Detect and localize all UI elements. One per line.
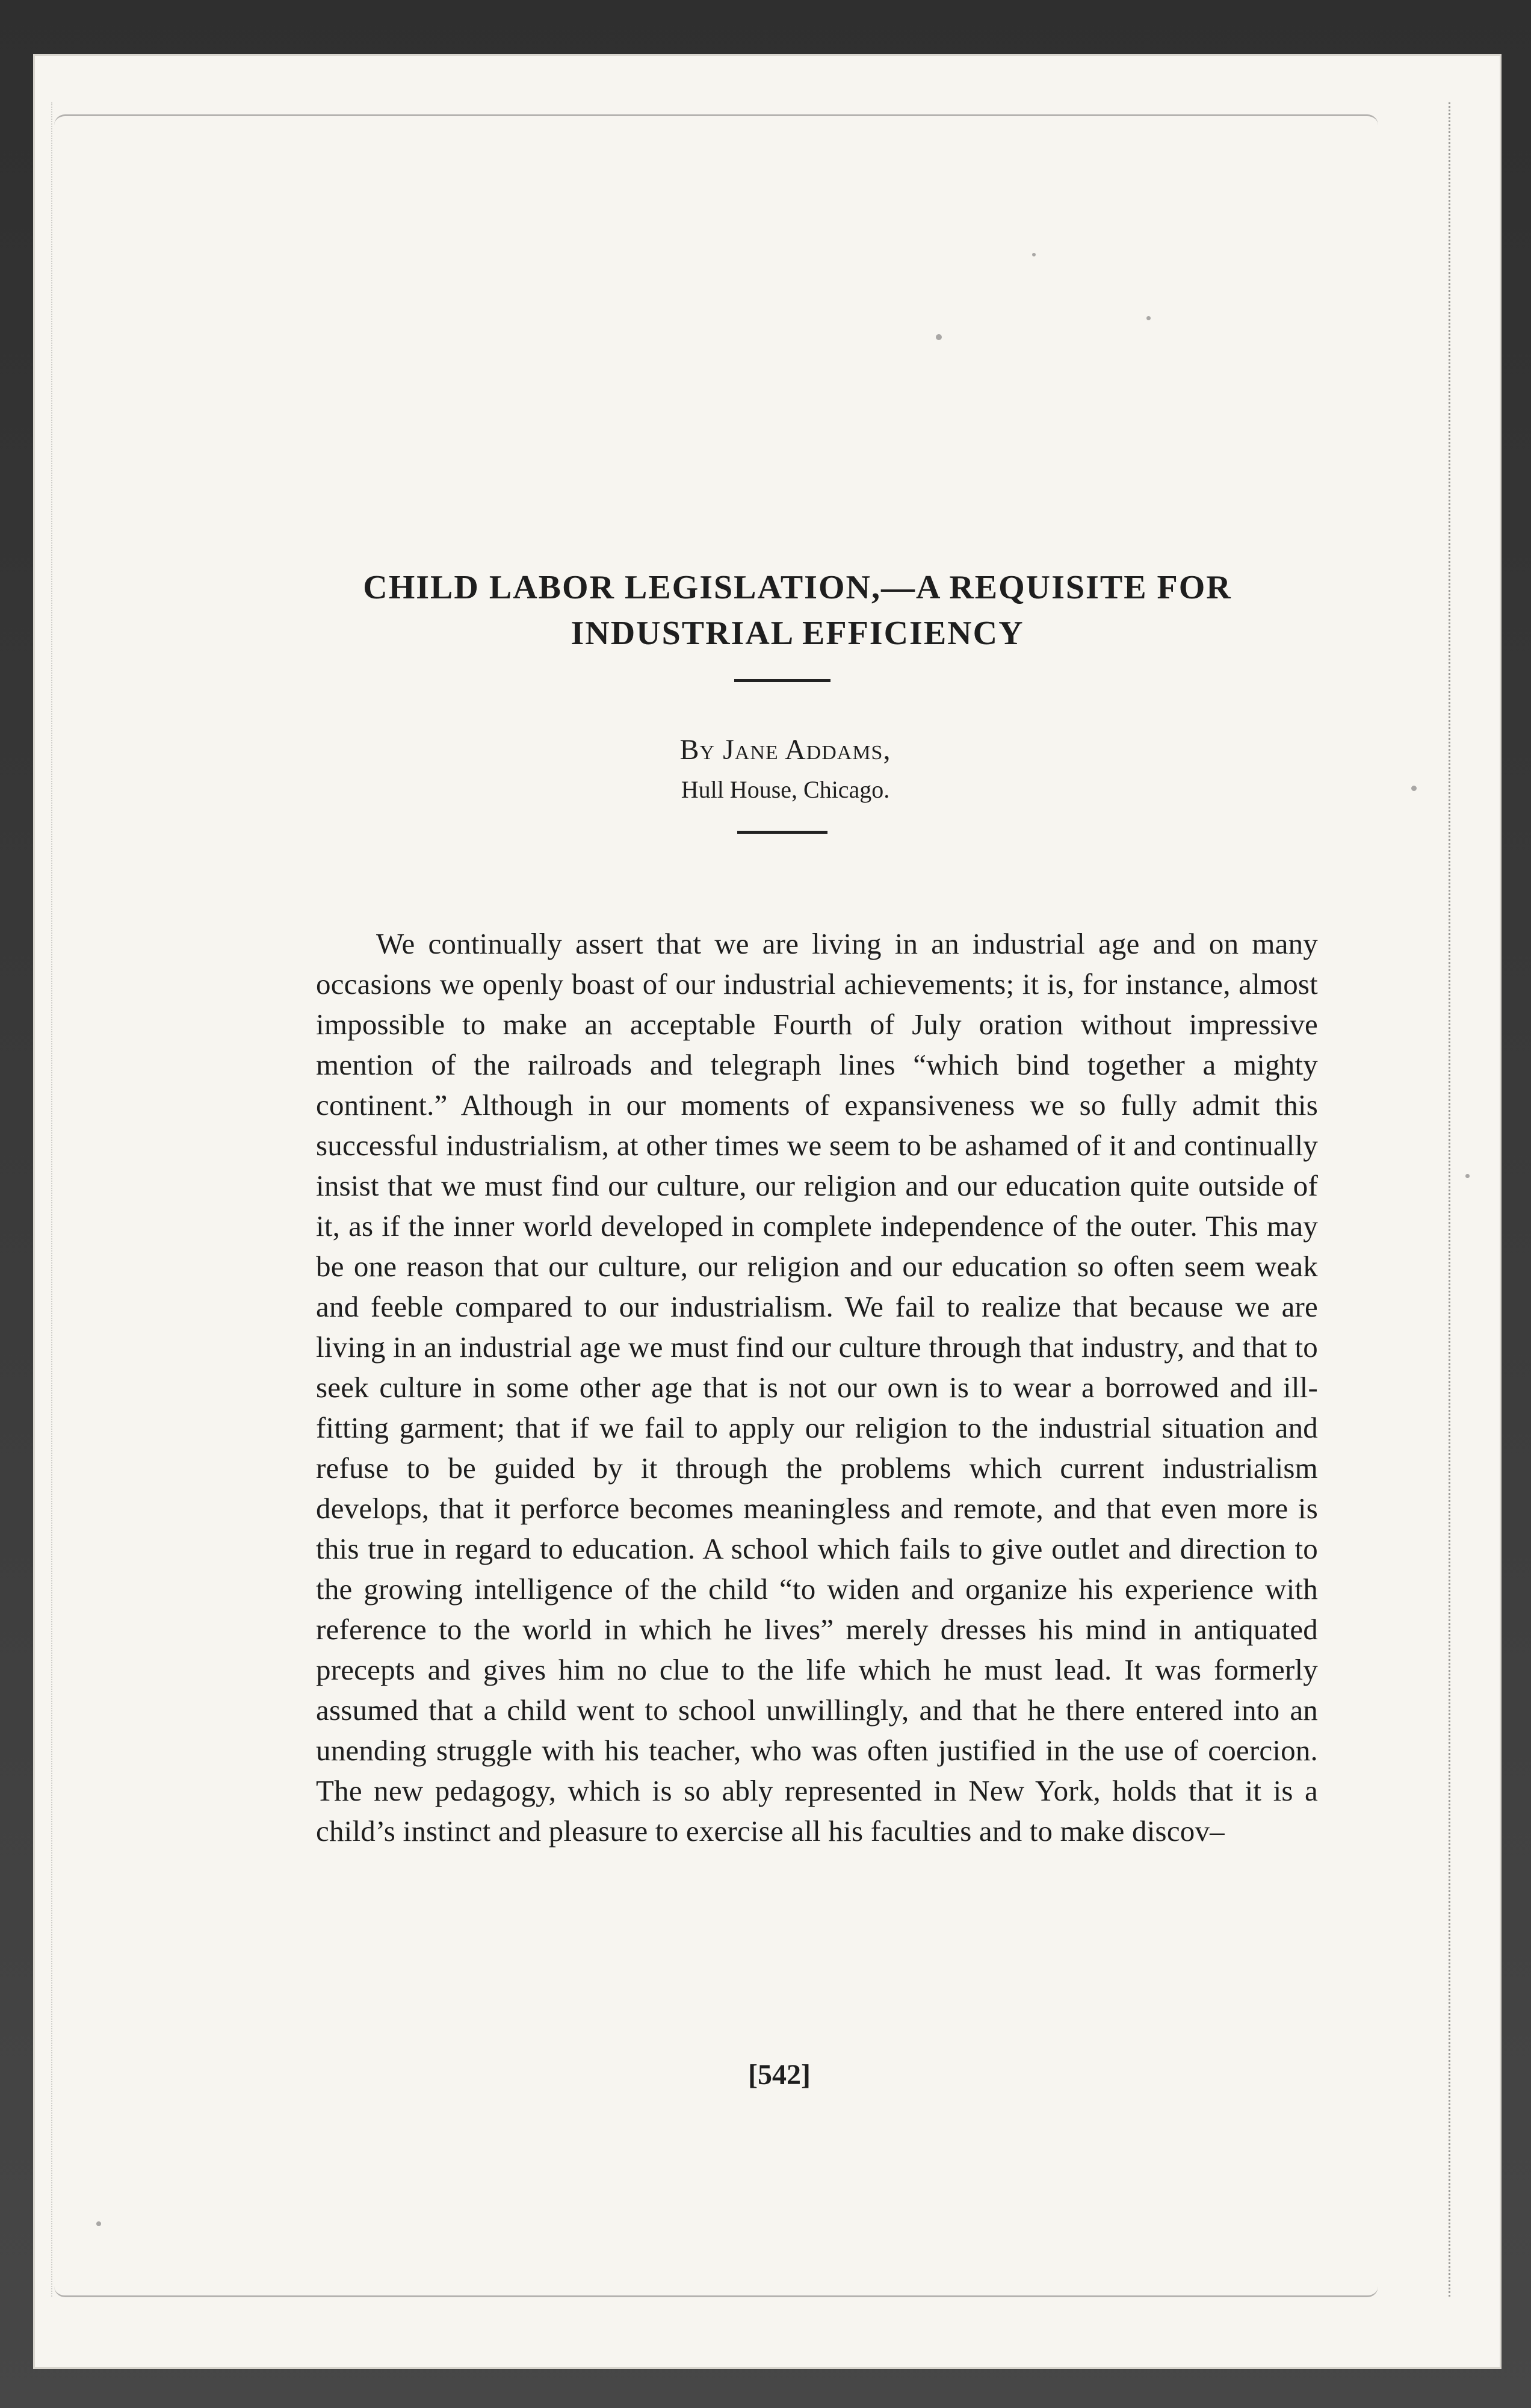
article-body: We continually assert that we are living in an industrial age and on many occasions we openly boast of our industrial achievements; it is, for instance, almost impossible to make an acceptable Fourth of July oration without impressive mention of the railroads and telegraph lines “which bind together a mighty continent.” Although in our moments of expansiveness we so fully admit this successful industrialism, at other times we seem to be ashamed of it and continually insist that we must find our culture, our religion and our education quite outside of it, as if the inner world developed in complete independence of the outer. This may be one reason that our culture, our religion and our education so often seem weak and feeble compared to our industrialism. We fail to realize that because we are living in an industrial age we must find our culture through that industry, and that to seek culture in some other age that is not our own is to wear a borrowed and ill-fitting garment; that if we fail to apply our religion to the industrial situation and refuse to be guided by it through the problems which current industrialism develops, that it perforce becomes meaningless and remote, and that even more is this true in regard to education. A school which fails to give outlet and direction to the growing intelligence of the child “to widen and organize his experience with reference to the world in which he lives” merely dresses his mind in antiquated precepts and gives him no clue to the life which he must lead. It was formerly assumed that a child went to school unwillingly, and that he there entered into an unending struggle with his teacher, who was often justified in the use of coercion. The new pedagogy, which is so ably represented in New York, holds that it is a child’s instinct and pleasure to exercise all his faculties and to make discov– [316, 927, 1318, 1848]
article-title: CHILD LABOR LEGISLATION,—A REQUISITE FOR INDUSTRIAL EFFICIENCY [363, 568, 1232, 652]
author-affiliation: Hull House, Chicago. [681, 776, 890, 803]
scan-dot [1146, 316, 1151, 320]
title-divider [734, 679, 830, 682]
scan-dot [1032, 253, 1036, 256]
byline-divider [737, 831, 827, 834]
scan-dot [1465, 1174, 1470, 1178]
article-content [33, 54, 1502, 2369]
page-number: [542] [748, 2059, 811, 2091]
scan-dot [96, 2221, 101, 2226]
author-byline: By Jane Addams, [679, 734, 891, 766]
scan-dot [1411, 786, 1417, 791]
scan-dot [936, 334, 942, 340]
document-page [33, 54, 1502, 2369]
